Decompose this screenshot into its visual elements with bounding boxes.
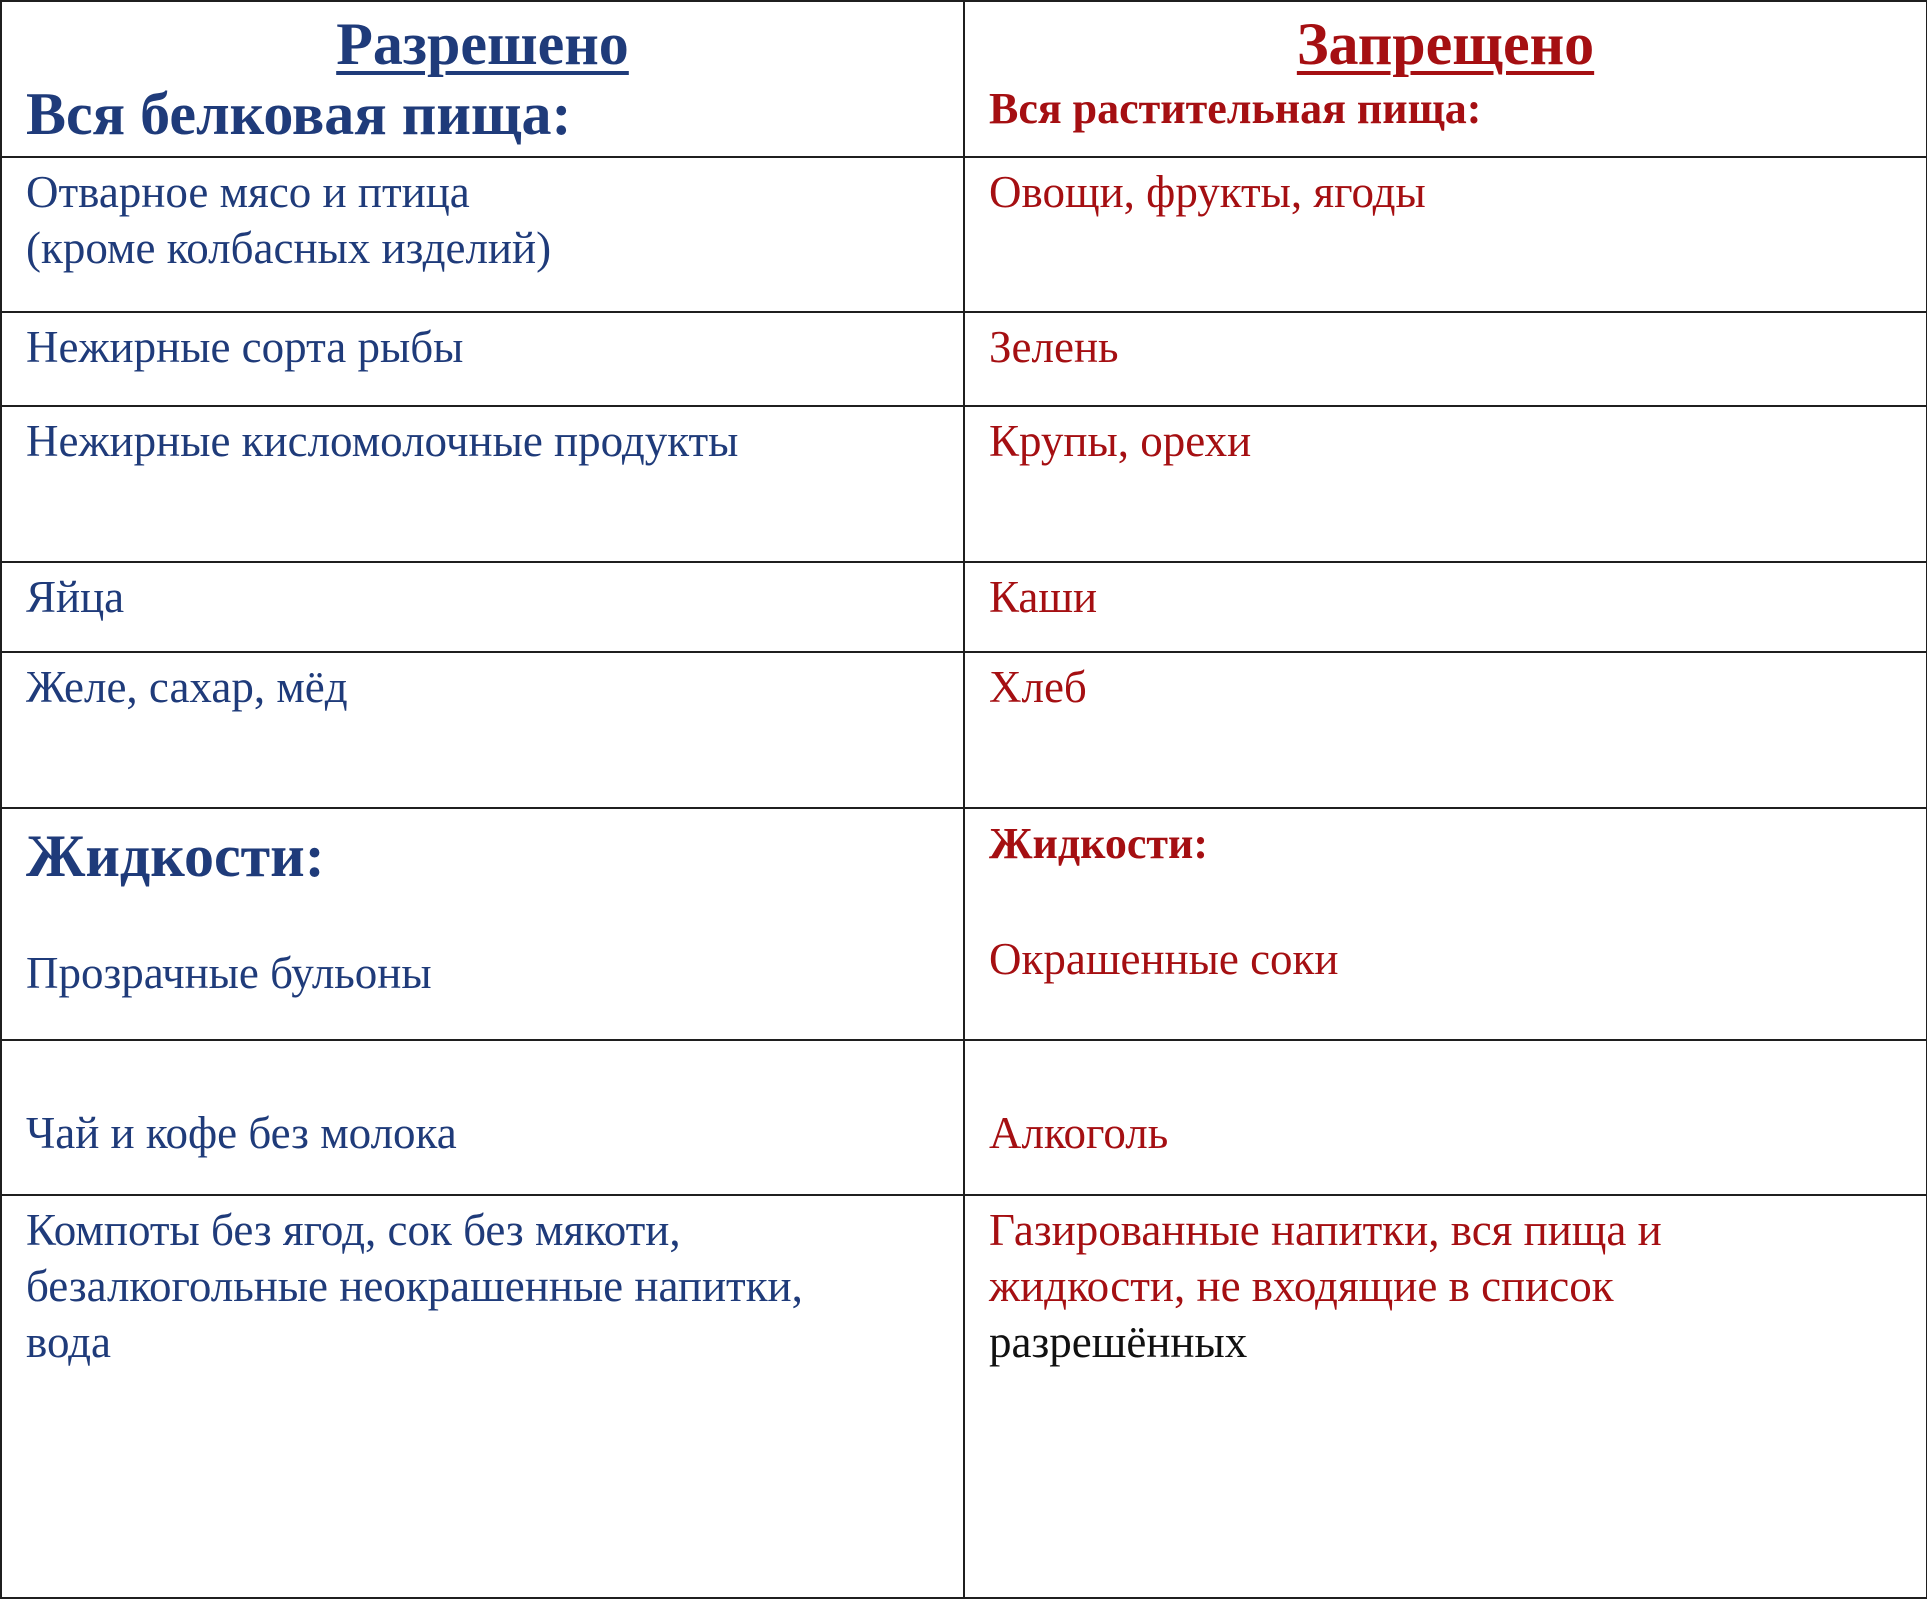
allowed-item-line: Яйца: [26, 572, 125, 622]
allowed-item-line: вода: [26, 1317, 112, 1367]
forbidden-cell: [964, 406, 1927, 562]
forbidden-item-line: Каши: [989, 572, 1098, 622]
forbidden-cell: [964, 1195, 1927, 1598]
allowed-header-cell: [1, 1, 964, 157]
allowed-item-line: Прозрачные бульоны: [26, 948, 432, 998]
allowed-item-line: Нежирные сорта рыбы: [26, 322, 464, 372]
forbidden-cell: [964, 312, 1927, 406]
forbidden-cell: [964, 808, 1927, 1040]
forbidden-cell: [964, 562, 1927, 652]
forbidden-item-line: Крупы, орехи: [989, 416, 1252, 466]
forbidden-cell: [964, 157, 1927, 312]
table-row: [1, 652, 1927, 808]
forbidden-item-line: Газированные напитки, вся пища и: [989, 1205, 1662, 1255]
allowed-item-line: Чай и кофе без молока: [26, 1108, 457, 1158]
allowed-cell: [1, 406, 964, 562]
table-row: [1, 1195, 1927, 1598]
allowed-cell: [1, 652, 964, 808]
table-row: [1, 312, 1927, 406]
table-row: [1, 406, 1927, 562]
allowed-cell: [1, 312, 964, 406]
forbidden-item-line: Окрашенные соки: [989, 934, 1339, 984]
forbidden-header-cell: [964, 1, 1927, 157]
table-row: [1, 562, 1927, 652]
allowed-item-line: Желе, сахар, мёд: [26, 662, 348, 712]
allowed-item-line: безалкогольные неокрашенные напитки,: [26, 1261, 803, 1311]
allowed-cell: [1, 562, 964, 652]
forbidden-liquids-heading: Жидкости:: [989, 819, 1209, 868]
forbidden-item-tail: разрешённых: [989, 1317, 1248, 1367]
forbidden-item-line: Хлеб: [989, 662, 1087, 712]
forbidden-item-line: Овощи, фрукты, ягоды: [989, 167, 1426, 217]
allowed-subtitle: Вся белковая пища:: [26, 81, 572, 147]
allowed-liquids-heading: Жидкости:: [26, 823, 325, 889]
table-row: [1, 808, 1927, 1040]
allowed-item-line: Отварное мясо и птица: [26, 167, 470, 217]
allowed-cell: [1, 1195, 964, 1598]
allowed-item-line: (кроме колбасных изделий): [26, 223, 552, 273]
forbidden-item-line: Зелень: [989, 322, 1119, 372]
forbidden-cell: [964, 1040, 1927, 1195]
forbidden-item-line: Алкоголь: [989, 1108, 1169, 1158]
table-header-row: [1, 1, 1927, 157]
forbidden-subtitle: Вся растительная пища:: [989, 84, 1482, 133]
allowed-cell: [1, 1040, 964, 1195]
forbidden-item-line: жидкости, не входящие в список: [989, 1261, 1614, 1311]
allowed-item-line: Компоты без ягод, сок без мякоти,: [26, 1205, 681, 1255]
forbidden-title: Запрещено: [1296, 11, 1595, 77]
allowed-item-line: Нежирные кисломолочные продукты: [26, 416, 739, 466]
allowed-title: Разрешено: [336, 11, 629, 77]
allowed-cell: [1, 157, 964, 312]
allowed-cell: [1, 808, 964, 1040]
forbidden-cell: [964, 652, 1927, 808]
table-row: [1, 157, 1927, 312]
table-row: [1, 1040, 1927, 1195]
